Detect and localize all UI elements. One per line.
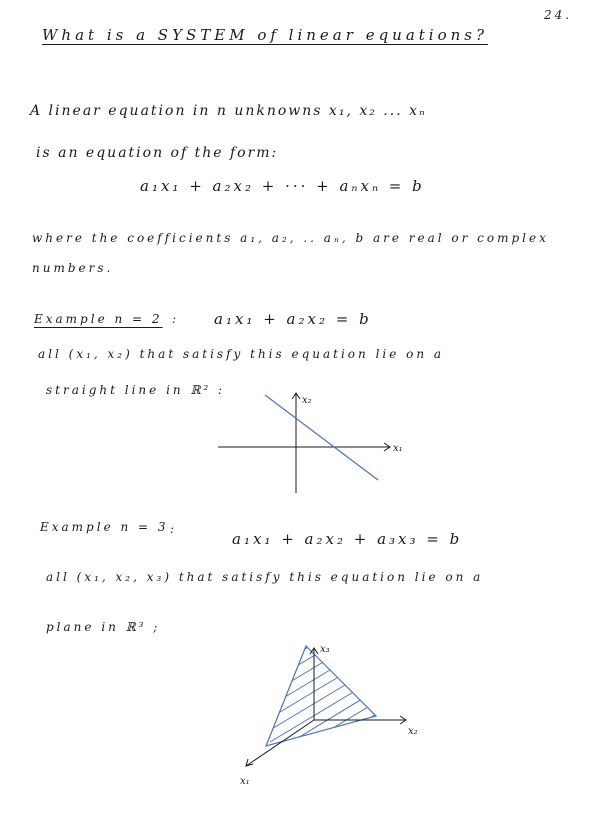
plane-hatching [270, 640, 420, 750]
example-2-text-1: all (x₁, x₂) that satisfy this equation lie on a [38, 347, 445, 361]
axis-label-x2-3d: x₂ [408, 726, 418, 737]
axis-label-x1-3d: x₁ [240, 776, 250, 787]
x1-axis [246, 720, 314, 766]
where-line-1: where the coefficients a₁, a₂, .. aₙ, b are real or complex [32, 231, 549, 245]
line-graph-r2 [210, 385, 410, 500]
solution-line [265, 395, 378, 480]
example-3-text-1: all (x₁, x₂, x₃) that satisfy this equation lie on a [46, 570, 484, 584]
plane-graph-r3 [230, 630, 440, 790]
intro-line-2: is an equation of the form: [36, 145, 279, 161]
example-3-label: Example n = 3 [40, 520, 169, 534]
axis-label-x2: x₂ [302, 395, 312, 406]
page-number: 24. [544, 8, 573, 22]
plane-triangle [266, 646, 376, 746]
intro-line-1: A linear equation in n unknowns x₁, x₂ ... xₙ [30, 103, 427, 119]
example-3-colon: : [170, 522, 178, 536]
page-title: What is a SYSTEM of linear equations? [42, 26, 489, 44]
example-2-text-2: straight line in ℝ² : [46, 383, 226, 397]
axis-label-x3: x₃ [320, 644, 330, 655]
example-3-equation: a₁x₁ + a₂x₂ + a₃x₃ = b [232, 530, 463, 548]
example-2-equation: a₁x₁ + a₂x₂ = b [214, 310, 372, 328]
general-equation: a₁x₁ + a₂x₂ + ··· + aₙxₙ = b [140, 177, 425, 195]
example-2-label: Example n = 2 [34, 312, 163, 326]
example-2-colon: : [172, 312, 180, 326]
example-3-text-2: plane in ℝ³ ; [46, 620, 161, 634]
where-line-2: numbers. [32, 261, 114, 275]
axis-label-x1: x₁ [393, 443, 403, 454]
